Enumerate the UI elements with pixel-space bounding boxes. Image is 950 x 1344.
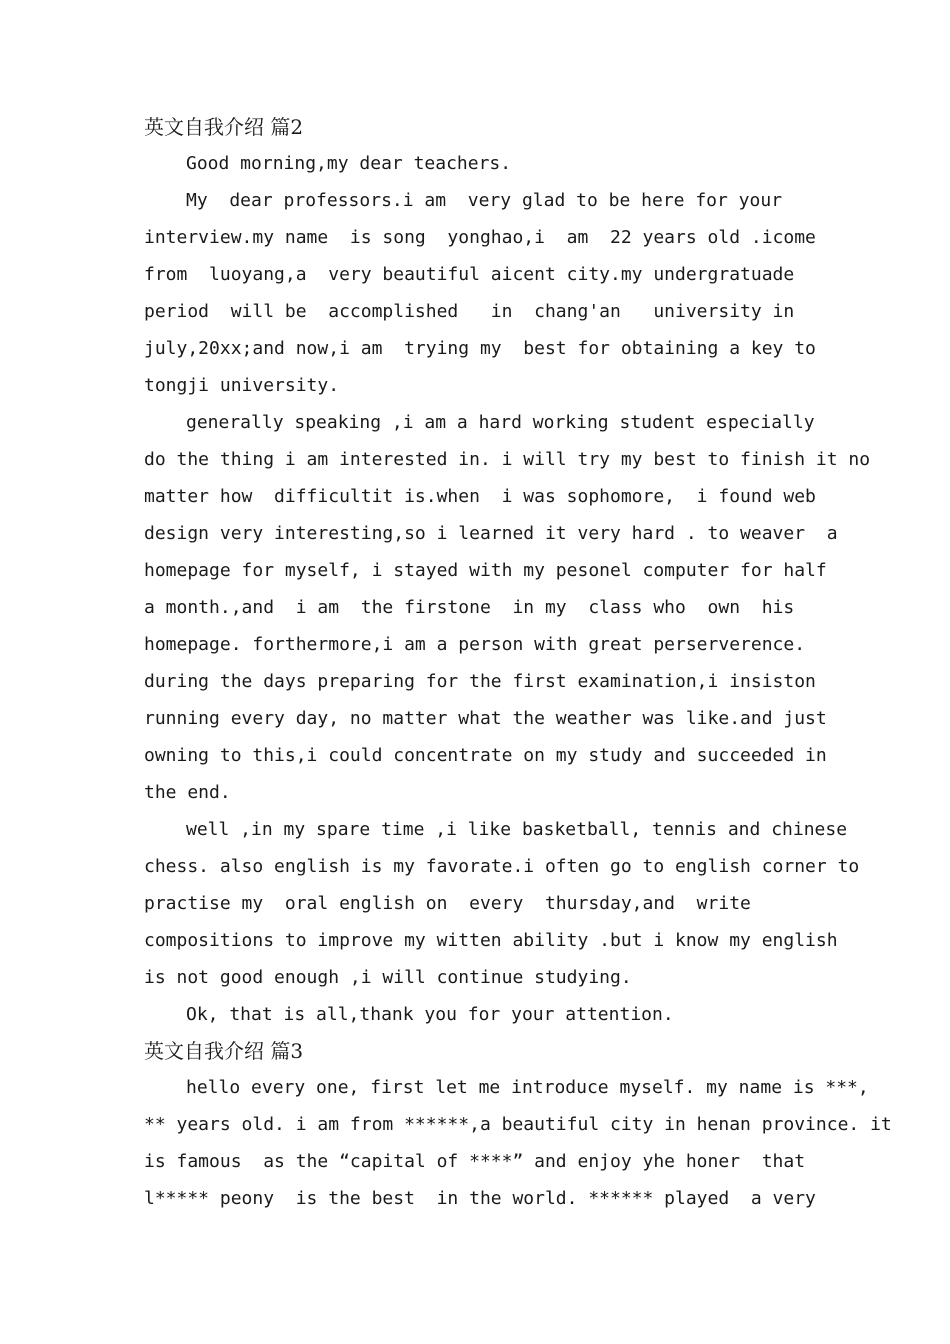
paragraph-line: from luoyang,a very beautiful aicent city.my undergratuade (144, 264, 795, 285)
paragraph-line: is famous as the “capital of ****” and enjoy yhe honer that (144, 1151, 806, 1172)
paragraph-line: l***** peony is the best in the world. ****** played a very (144, 1188, 816, 1209)
paragraph-line: interview.my name is song yonghao,i am 22 years old .icome (144, 227, 816, 248)
paragraph-line: homepage for myself, i stayed with my pesonel computer for half (144, 560, 827, 581)
paragraph-line: period will be accomplished in chang'an university in (144, 301, 795, 322)
paragraph-line: owning to this,i could concentrate on my study and succeeded in (144, 745, 827, 766)
paragraph-line: design very interesting,so i learned it very hard . to weaver a (144, 523, 838, 544)
paragraph-line: practise my oral english on every thursday,and write (144, 893, 751, 914)
section-heading-2: 英文自我介绍 篇2 (144, 115, 304, 139)
paragraph-line: generally speaking ,i am a hard working student especially (186, 412, 815, 433)
paragraph-line: My dear professors.i am very glad to be here for your (186, 190, 783, 211)
section-heading-3: 英文自我介绍 篇3 (144, 1039, 304, 1063)
paragraph-line: do the thing i am interested in. i will try my best to finish it no (144, 449, 871, 470)
paragraph-line: july,20xx;and now,i am trying my best for obtaining a key to (144, 338, 816, 359)
paragraph-line: hello every one, first let me introduce myself. my name is ***, (186, 1077, 869, 1098)
paragraph-line: a month.,and i am the firstone in my class who own his (144, 597, 795, 618)
paragraph-line: compositions to improve my witten ability .but i know my english (144, 930, 838, 951)
paragraph-line: during the days preparing for the first examination,i insiston (144, 671, 816, 692)
paragraph-line: Ok, that is all,thank you for your attention. (186, 1004, 674, 1025)
paragraph-line: is not good enough ,i will continue studying. (144, 967, 632, 988)
paragraph-line: homepage. forthermore,i am a person with great perserverence. (144, 634, 806, 655)
paragraph-line: matter how difficultit is.when i was sophomore, i found web (144, 486, 816, 507)
paragraph-line: ** years old. i am from ******,a beautiful city in henan province. it (144, 1114, 892, 1135)
paragraph-line: tongji university. (144, 375, 340, 396)
paragraph-line: well ,in my spare time ,i like basketball, tennis and chinese (186, 819, 848, 840)
paragraph-line: chess. also english is my favorate.i often go to english corner to (144, 856, 860, 877)
paragraph-line: running every day, no matter what the weather was like.and just (144, 708, 827, 729)
paragraph-line: the end. (144, 782, 231, 803)
paragraph-line: Good morning,my dear teachers. (186, 153, 512, 174)
